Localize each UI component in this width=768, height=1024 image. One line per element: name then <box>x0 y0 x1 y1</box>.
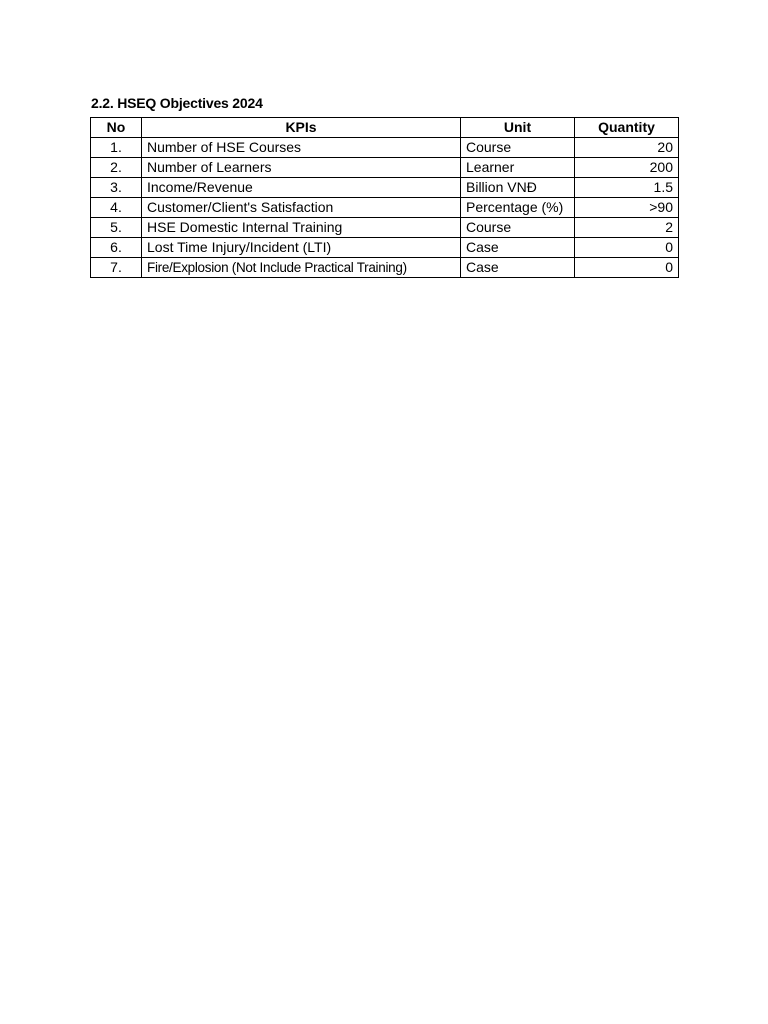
table-row <box>91 258 679 278</box>
row-number: 2. <box>91 158 142 178</box>
quantity-cell: >90 <box>575 198 679 218</box>
header-no: No <box>91 118 142 138</box>
quantity-cell: 1.5 <box>575 178 679 198</box>
unit-cell: Case <box>461 238 575 258</box>
table-row <box>91 218 679 238</box>
header-kpis: KPIs <box>142 118 461 138</box>
hseq-objectives-table <box>90 117 679 278</box>
unit-cell: Course <box>461 218 575 238</box>
kpi-cell: Fire/Explosion (Not Include Practical Training) <box>142 258 461 278</box>
table-row <box>91 238 679 258</box>
kpi-cell: Number of Learners <box>142 158 461 178</box>
quantity-cell: 20 <box>575 138 679 158</box>
section-title: 2.2. HSEQ Objectives 2024 <box>91 95 263 111</box>
row-number: 6. <box>91 238 142 258</box>
unit-cell: Billion VNĐ <box>461 178 575 198</box>
kpi-cell: Lost Time Injury/Incident (LTI) <box>142 238 461 258</box>
kpi-cell: Income/Revenue <box>142 178 461 198</box>
kpi-cell: HSE Domestic Internal Training <box>142 218 461 238</box>
row-number: 1. <box>91 138 142 158</box>
unit-cell: Learner <box>461 158 575 178</box>
table-row <box>91 178 679 198</box>
quantity-cell: 0 <box>575 258 679 278</box>
kpi-cell: Customer/Client's Satisfaction <box>142 198 461 218</box>
quantity-cell: 200 <box>575 158 679 178</box>
kpi-cell: Number of HSE Courses <box>142 138 461 158</box>
row-number: 7. <box>91 258 142 278</box>
quantity-cell: 2 <box>575 218 679 238</box>
row-number: 5. <box>91 218 142 238</box>
table-header-row <box>91 118 679 138</box>
unit-cell: Case <box>461 258 575 278</box>
table-row <box>91 158 679 178</box>
unit-cell: Percentage (%) <box>461 198 575 218</box>
header-unit: Unit <box>461 118 575 138</box>
table-row <box>91 138 679 158</box>
row-number: 3. <box>91 178 142 198</box>
table-row <box>91 198 679 218</box>
unit-cell: Course <box>461 138 575 158</box>
header-quantity: Quantity <box>575 118 679 138</box>
row-number: 4. <box>91 198 142 218</box>
quantity-cell: 0 <box>575 238 679 258</box>
